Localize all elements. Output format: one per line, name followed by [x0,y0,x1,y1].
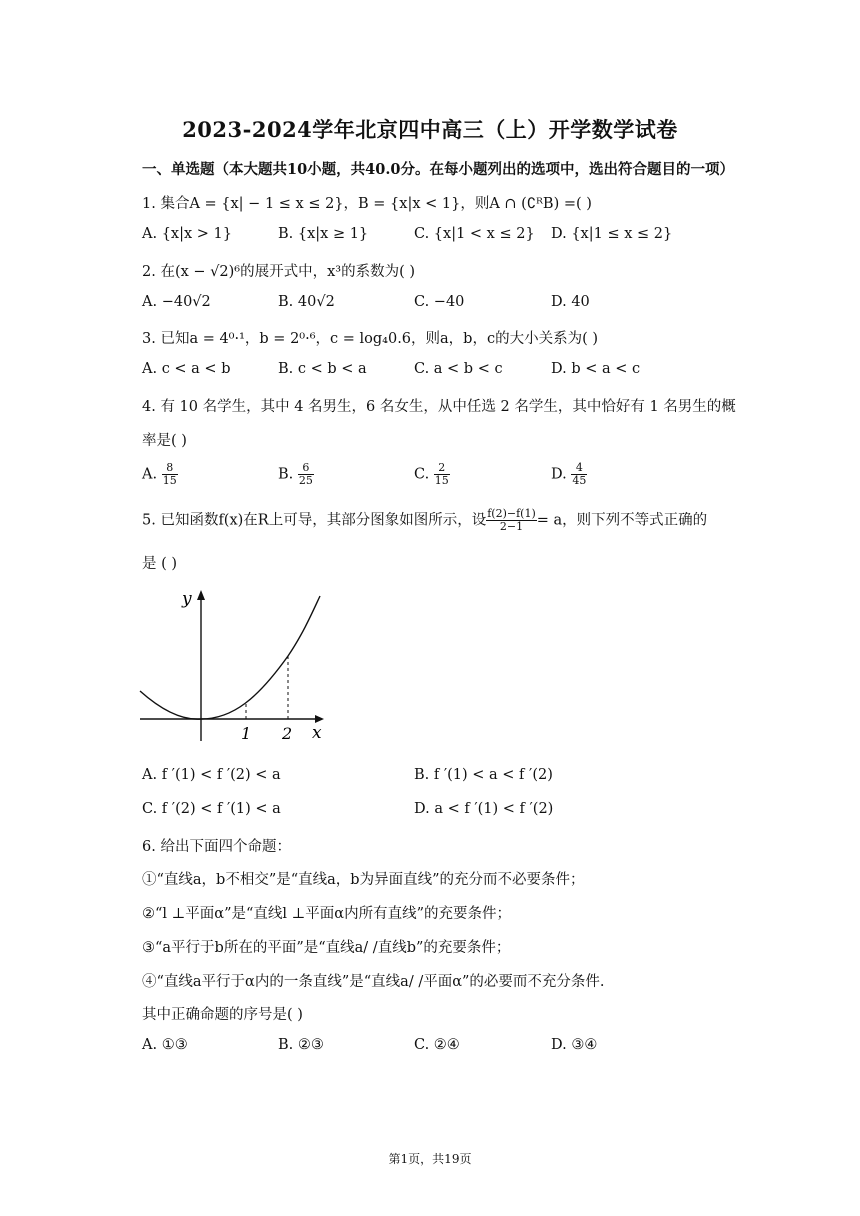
q2-option-d: D. 40 [551,294,590,310]
stem-text: 5. 已知函数f(x)在R上可导，其部分图象如图所示，设 [142,512,487,529]
q6-option-b: B. ②③ [278,1037,324,1053]
denominator: 25 [298,474,313,488]
q6-option-c: C. ②④ [414,1037,460,1053]
denominator: 15 [434,474,449,488]
denominator: 45 [572,474,587,488]
question-4-stem-line2: 率是( ) [142,433,187,449]
x-axis-label: x [312,723,322,743]
q1-option-a: A. {x|x > 1} [142,226,232,242]
q6-proposition-2: ②“l ⊥平面α”是“直线l ⊥平面α内所有直线”的充要条件； [142,906,511,922]
q6-question: 其中正确命题的序号是( ) [142,1007,303,1023]
q3-option-a: A. c < a < b [142,361,231,377]
q2-option-c: C. −40 [414,294,465,310]
question-3-stem: 3. 已知a = 4⁰·¹，b = 2⁰·⁶，c = log₄0.6，则a，b，c的大小关系为( ) [142,331,599,347]
q5-option-b: B. f ′(1) < a < f ′(2) [414,767,553,783]
q6-option-a: A. ①③ [142,1037,188,1053]
question-6-stem: 6. 给出下面四个命题： [142,839,291,855]
q2-option-b: B. 40√2 [278,294,335,310]
function-graph [138,586,338,746]
fraction [298,462,314,487]
numerator: f(2)−f(1) [487,507,536,520]
q4-option-a [142,462,178,487]
page-number: 第1页，共19页 [388,1152,472,1166]
q3-option-b: B. c < b < a [278,361,367,377]
question-4-stem-line1: 4. 有 10 名学生，其中 4 名男生，6 名女生，从中任选 2 名学生，其中恰好有 1 名男生的概 [142,399,736,415]
numerator: 6 [298,462,314,475]
numerator: 8 [162,462,178,475]
q4-option-d [551,462,587,487]
tick-label-2: 2 [282,724,293,743]
denominator: 2−1 [499,520,524,534]
page-title: 2023-2024学年北京四中高三（上）开学数学试卷 [182,117,678,142]
fraction [571,462,587,487]
q4-option-b [278,462,314,487]
q5-option-d: D. a < f ′(1) < f ′(2) [414,801,554,817]
q1-option-c: C. {x|1 < x ≤ 2} [414,226,535,242]
option-label: C. [414,466,430,483]
question-1-stem: 1. 集合A = {x| − 1 ≤ x ≤ 2}，B = {x|x < 1}，则A ∩ (∁ᴿB) =( ) [142,196,592,212]
function-curve [140,596,320,719]
numerator: 4 [571,462,587,475]
tick-label-1: 1 [241,724,252,743]
q6-proposition-1: ①“直线a，b不相交”是“直线a，b为异面直线”的充分而不必要条件； [142,872,585,888]
q3-option-c: C. a < b < c [414,361,503,377]
denominator: 15 [162,474,177,488]
q2-option-a: A. −40√2 [142,294,211,310]
q4-option-c [414,462,450,487]
option-label: A. [142,466,158,483]
question-2-stem: 2. 在(x − √2)⁶的展开式中，x³的系数为( ) [142,264,415,280]
stem-text: = a，则下列不等式正确的 [536,512,708,529]
q1-option-d: D. {x|1 ≤ x ≤ 2} [551,226,673,242]
numerator: 2 [434,462,450,475]
option-label: D. [551,466,567,483]
fraction [162,462,178,487]
q6-option-d: D. ③④ [551,1037,598,1053]
section-heading: 一、单选题（本大题共10小题，共40.0分。在每小题列出的选项中，选出符合题目的一项） [142,161,734,178]
question-5-stem-line1 [142,508,707,533]
fraction [434,462,450,487]
q6-proposition-3: ③“a平行于b所在的平面”是“直线a/ /直线b”的充要条件； [142,940,511,956]
q6-proposition-4: ④“直线a平行于α内的一条直线”是“直线a/ /平面α”的必要而不充分条件. [142,974,605,990]
x-axis-arrow [315,715,324,723]
question-5-stem-line2: 是 ( ) [142,556,178,572]
y-axis-arrow [197,590,205,600]
y-axis-label: y [182,589,192,609]
fraction [486,508,537,533]
q1-option-b: B. {x|x ≥ 1} [278,226,369,242]
q5-option-a: A. f ′(1) < f ′(2) < a [142,767,281,783]
q3-option-d: D. b < a < c [551,361,641,377]
q5-option-c: C. f ′(2) < f ′(1) < a [142,801,281,817]
option-label: B. [278,466,294,483]
